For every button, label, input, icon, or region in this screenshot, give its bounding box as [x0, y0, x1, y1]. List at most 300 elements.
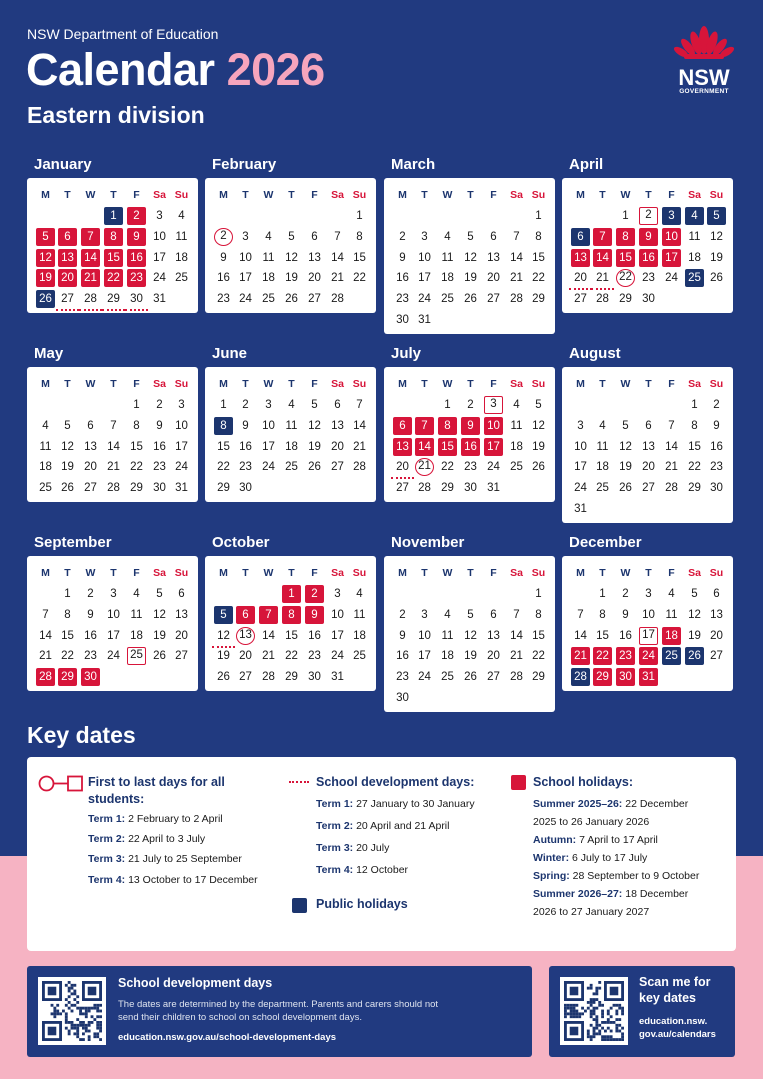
- calendar-day: 20: [58, 269, 77, 287]
- weekday-header: Su: [531, 378, 546, 390]
- calendar-day: 18: [596, 461, 609, 474]
- calendar-day: 13: [236, 627, 255, 645]
- holiday-line: [533, 831, 658, 849]
- holiday-label: Summer 2026–27:: [533, 888, 623, 900]
- calendar-day: 28: [665, 482, 678, 495]
- calendar-day: 1: [64, 588, 71, 600]
- calendar-day: 4: [133, 588, 140, 600]
- calendar-day: 3: [421, 608, 428, 621]
- calendar-day: 9: [156, 419, 163, 432]
- calendar-day: 9: [713, 419, 720, 432]
- weekday-header: Su: [174, 378, 189, 390]
- weekday-header: M: [576, 189, 585, 201]
- calendar-day: 25: [285, 461, 298, 474]
- calendar-day: 27: [710, 650, 723, 663]
- calendar-day: 19: [464, 272, 477, 285]
- calendar-day: 9: [87, 608, 94, 621]
- calendar-day: 4: [599, 419, 606, 432]
- calendar-day: 24: [574, 482, 587, 495]
- weekday-header: T: [288, 189, 295, 201]
- calendar-day: 8: [214, 417, 233, 435]
- calendar-day: 9: [622, 608, 629, 621]
- calendar-day: 16: [461, 438, 480, 456]
- calendar-day: 24: [262, 461, 275, 474]
- calendar-day: 11: [285, 419, 298, 432]
- calendar-day: 24: [239, 293, 252, 306]
- calendar-day: 26: [710, 272, 723, 285]
- calendar-day: 8: [133, 419, 140, 432]
- calendar-day: 20: [175, 629, 188, 642]
- calendar-day: 10: [574, 440, 587, 453]
- calendar-day: 31: [175, 482, 188, 495]
- calendar-day: 23: [396, 671, 409, 684]
- sdd-dotted-icon: [289, 781, 309, 783]
- calendar-day: 18: [175, 251, 188, 264]
- calendar-day: 13: [487, 629, 500, 642]
- calendar-day: 12: [619, 440, 632, 453]
- calendar-day: 5: [467, 608, 474, 621]
- calendar-day: 15: [532, 251, 545, 264]
- calendar-day: 8: [64, 608, 71, 621]
- calendar-day: 18: [262, 272, 275, 285]
- calendar-day: 10: [418, 251, 431, 264]
- calendar-day: 28: [36, 668, 55, 686]
- calendar-day: 4: [42, 419, 49, 432]
- calendar-day: 30: [239, 482, 252, 495]
- calendar-day: 15: [104, 249, 123, 267]
- first-last-day-icon: [38, 775, 84, 792]
- calendar-day: 21: [107, 461, 120, 474]
- calendar-day: 27: [84, 482, 97, 495]
- calendar-day: 28: [510, 671, 523, 684]
- calendar-day: 26: [36, 290, 55, 308]
- term-dates: 2 February to 2 April: [128, 813, 223, 825]
- calendar-day: 5: [214, 606, 233, 624]
- calendar-day: 6: [334, 399, 341, 411]
- calendar-day: 10: [418, 629, 431, 642]
- weekday-header: Sa: [153, 189, 166, 201]
- calendar-day: 8: [599, 608, 606, 621]
- calendar-day: 7: [513, 230, 520, 243]
- calendar-day: 29: [532, 671, 545, 684]
- term-dates: 13 October to 17 December: [128, 874, 258, 886]
- calendar-day: 22: [353, 272, 366, 285]
- key-dates-title: Key dates: [27, 722, 136, 748]
- calendar-day: 22: [130, 461, 143, 474]
- calendar-day: 29: [441, 482, 454, 495]
- division-title: Eastern division: [27, 102, 205, 128]
- weekday-header: F: [133, 567, 140, 579]
- calendar-day: 28: [418, 482, 431, 495]
- calendar-day: 28: [353, 461, 366, 474]
- month-name-june: June: [212, 345, 248, 362]
- calendar-day: 16: [308, 629, 321, 642]
- weekday-header: M: [219, 378, 228, 390]
- calendar-day: 8: [282, 606, 301, 624]
- term-dates: 20 April and 21 April: [356, 820, 450, 832]
- calendar-day: 24: [107, 650, 120, 663]
- term-label: Term 3:: [88, 853, 126, 865]
- holiday-dates: 2025 to 26 January 2026: [533, 816, 650, 828]
- calendar-day: 10: [662, 228, 681, 246]
- calendar-day: 4: [288, 399, 295, 411]
- calendar-day: 20: [239, 650, 252, 663]
- weekday-header: Su: [174, 189, 189, 201]
- calendar-day: 10: [642, 608, 655, 621]
- calendar-day: 16: [710, 440, 723, 453]
- calendar-day: 29: [285, 671, 298, 684]
- calendar-day: 25: [441, 671, 454, 684]
- calendar-day: 7: [42, 608, 49, 621]
- title-word: Calendar: [26, 44, 215, 95]
- weekday-header: Sa: [688, 378, 701, 390]
- calendar-day: 14: [574, 629, 587, 642]
- calendar-day: 3: [645, 588, 652, 600]
- calendar-day: 18: [510, 440, 523, 453]
- calendar-day: 6: [645, 419, 652, 432]
- weekday-header: T: [599, 378, 606, 390]
- calendar-day: 11: [596, 440, 609, 453]
- calendar-day: 17: [418, 650, 431, 663]
- calendar-day: 24: [418, 293, 431, 306]
- calendar-day: 11: [39, 440, 52, 453]
- month-calendar-november: [384, 556, 555, 712]
- calendar-day: 11: [130, 608, 143, 621]
- calendar-day: 21: [262, 650, 275, 663]
- calendar-day: 19: [217, 650, 230, 663]
- calendar-day: 6: [490, 230, 497, 243]
- department-name: NSW Department of Education: [27, 26, 219, 42]
- weekday-header: Sa: [331, 189, 344, 201]
- calendar-day: 5: [691, 588, 698, 600]
- calendar-day: 12: [688, 608, 701, 621]
- calendar-day: 12: [214, 627, 233, 645]
- weekday-header: T: [242, 567, 249, 579]
- calendar-day: 14: [39, 629, 52, 642]
- calendar-day: 18: [285, 440, 298, 453]
- calendar-day: 17: [331, 629, 344, 642]
- calendar-day: 12: [710, 230, 723, 243]
- calendar-day: 12: [153, 608, 166, 621]
- calendar-day: 31: [153, 293, 166, 306]
- weekday-header: Sa: [510, 378, 523, 390]
- weekday-header: T: [421, 567, 428, 579]
- weekday-header: Su: [709, 378, 724, 390]
- weekday-header: F: [490, 378, 497, 390]
- first-last-term-2: [88, 830, 205, 848]
- calendar-day: 7: [81, 228, 100, 246]
- calendar-day: 26: [464, 671, 477, 684]
- calendar-day: 4: [356, 588, 363, 600]
- weekday-header: F: [668, 567, 675, 579]
- term-label: Term 2:: [316, 820, 354, 832]
- calendar-day: 10: [107, 608, 120, 621]
- calendar-day: 10: [484, 417, 503, 435]
- calendar-day: 9: [242, 419, 249, 432]
- month-name-march: March: [391, 156, 436, 173]
- calendar-day: 23: [710, 461, 723, 474]
- calendar-day: 29: [58, 668, 77, 686]
- holiday-label: Summer 2025–26:: [533, 798, 623, 810]
- holiday-line: [533, 903, 649, 921]
- weekday-header: Sa: [510, 189, 523, 201]
- calendar-day: 15: [596, 629, 609, 642]
- calendar-day: 12: [285, 251, 298, 264]
- calendar-day: 23: [642, 272, 655, 285]
- calendar-day: 13: [58, 249, 77, 267]
- calendar-day: 22: [217, 461, 230, 474]
- calendar-day: 11: [510, 419, 523, 432]
- footer-scan-link-1[interactable]: education.nsw.: [639, 1016, 708, 1027]
- term-label: Term 1:: [88, 813, 126, 825]
- calendar-day: 6: [571, 228, 590, 246]
- first-last-heading: First to last days for all students:: [88, 775, 225, 806]
- calendar-day: 10: [239, 251, 252, 264]
- calendar-day: 27: [58, 290, 77, 308]
- calendar-day: 8: [691, 419, 698, 432]
- calendar-day: 21: [331, 272, 344, 285]
- calendar-day: 15: [217, 440, 230, 453]
- calendar-day: 21: [593, 269, 612, 287]
- calendar-day: 18: [130, 629, 143, 642]
- calendar-day: 24: [665, 272, 678, 285]
- calendar-day: 21: [510, 272, 523, 285]
- calendar-day: 11: [262, 251, 275, 264]
- calendar-day: 20: [308, 272, 321, 285]
- calendar-day: 9: [220, 251, 227, 264]
- calendar-day: 31: [331, 671, 344, 684]
- nsw-government-logo: [668, 24, 740, 100]
- weekday-header: W: [442, 567, 453, 579]
- calendar-day: 16: [217, 272, 230, 285]
- weekday-header: W: [442, 189, 453, 201]
- calendar-day: 9: [399, 629, 406, 642]
- calendar-day: 3: [334, 588, 341, 600]
- month-calendar-january: [27, 178, 198, 313]
- holiday-dates: 18 December: [625, 888, 689, 900]
- calendar-day: 21: [510, 650, 523, 663]
- month-calendar-may: [27, 367, 198, 502]
- calendar-day: 16: [396, 650, 409, 663]
- calendar-day: 25: [596, 482, 609, 495]
- calendar-day: 1: [282, 585, 301, 603]
- calendar-day: 17: [262, 440, 275, 453]
- weekday-header: W: [85, 378, 96, 390]
- waratah-icon: [672, 24, 736, 60]
- calendar-day: 7: [577, 608, 584, 621]
- calendar-day: 17: [239, 272, 252, 285]
- calendar-day: 3: [421, 230, 428, 243]
- holiday-dates: 22 December: [625, 798, 689, 810]
- calendar-day: 10: [331, 608, 344, 621]
- calendar-day: 19: [153, 629, 166, 642]
- weekday-header: W: [263, 567, 274, 579]
- calendar-day: 21: [353, 440, 366, 453]
- weekday-header: T: [645, 567, 652, 579]
- calendar-day: 17: [574, 461, 587, 474]
- calendar-day: 13: [308, 251, 321, 264]
- calendar-day: 11: [688, 230, 701, 243]
- calendar-day: 6: [58, 228, 77, 246]
- calendar-day: 20: [642, 461, 655, 474]
- calendar-day: 2: [399, 230, 406, 243]
- calendar-day: 21: [81, 269, 100, 287]
- weekday-header: Su: [531, 189, 546, 201]
- calendar-day: 19: [36, 269, 55, 287]
- weekday-header: M: [398, 378, 407, 390]
- weekday-header: M: [219, 189, 228, 201]
- calendar-day: 26: [153, 650, 166, 663]
- calendar-day: 31: [639, 668, 658, 686]
- weekday-header: W: [263, 378, 274, 390]
- calendar-day: 17: [639, 627, 658, 645]
- calendar-day: 23: [396, 293, 409, 306]
- calendar-day: 27: [175, 650, 188, 663]
- calendar-day: 27: [642, 482, 655, 495]
- calendar-day: 26: [285, 293, 298, 306]
- calendar-day: 30: [710, 482, 723, 495]
- sdd-term-2: [316, 817, 449, 835]
- calendar-day: 22: [104, 269, 123, 287]
- weekday-header: F: [311, 567, 318, 579]
- calendar-day: 14: [262, 629, 275, 642]
- month-name-april: April: [569, 156, 604, 173]
- weekday-header: W: [85, 189, 96, 201]
- calendar-day: 25: [662, 647, 681, 665]
- calendar-day: 14: [415, 438, 434, 456]
- calendar-day: 19: [61, 461, 74, 474]
- calendar-day: 2: [399, 608, 406, 621]
- calendar-day: 6: [87, 419, 94, 432]
- calendar-day: 5: [535, 399, 542, 411]
- footer-sdd-heading: School development days: [118, 976, 273, 990]
- calendar-day: 21: [39, 650, 52, 663]
- calendar-day: 20: [571, 269, 590, 287]
- calendar-day: 26: [464, 293, 477, 306]
- calendar-day: 8: [356, 230, 363, 243]
- calendar-day: 17: [153, 251, 166, 264]
- calendar-day: 10: [153, 230, 166, 243]
- calendar-day: 21: [665, 461, 678, 474]
- calendar-day: 25: [510, 461, 523, 474]
- calendar-day: 7: [668, 419, 675, 432]
- calendar-day: 13: [175, 608, 188, 621]
- footer-sdd-link[interactable]: education.nsw.gov.au/school-development-days: [118, 1032, 337, 1043]
- calendar-day: 10: [262, 419, 275, 432]
- calendar-day: 8: [535, 608, 542, 621]
- month-calendar-april: [562, 178, 733, 313]
- calendar-day: 24: [331, 650, 344, 663]
- calendar-day: 8: [104, 228, 123, 246]
- calendar-day: 23: [239, 461, 252, 474]
- calendar-day: 13: [710, 608, 723, 621]
- first-last-term-4: [88, 871, 258, 889]
- weekday-header: T: [467, 567, 474, 579]
- month-calendar-december: [562, 556, 733, 691]
- holiday-label: Spring:: [533, 870, 570, 882]
- term-dates: 22 April to 3 July: [128, 833, 206, 845]
- calendar-day: 1: [104, 207, 123, 225]
- calendar-day: 6: [311, 230, 318, 243]
- calendar-day: 13: [571, 249, 590, 267]
- calendar-day: 22: [441, 461, 454, 474]
- calendar-day: 3: [265, 399, 272, 411]
- calendar-day: 16: [396, 272, 409, 285]
- calendar-day: 11: [665, 608, 678, 621]
- weekday-header: Su: [352, 189, 367, 201]
- calendar-day: 23: [616, 647, 635, 665]
- calendar-day: 6: [713, 588, 720, 600]
- term-dates: 21 July to 25 September: [128, 853, 242, 865]
- month-name-september: September: [34, 534, 112, 551]
- month-calendar-october: [205, 556, 376, 691]
- weekday-header: Sa: [153, 567, 166, 579]
- calendar-day: 15: [285, 629, 298, 642]
- weekday-header: M: [576, 378, 585, 390]
- footer-scan-heading-2: key dates: [639, 991, 696, 1005]
- calendar-day: 6: [236, 606, 255, 624]
- calendar-day: 20: [710, 629, 723, 642]
- calendar-day: 27: [308, 293, 321, 306]
- weekday-header: M: [41, 567, 50, 579]
- calendar-day: 24: [153, 272, 166, 285]
- calendar-day: 28: [596, 293, 609, 306]
- calendar-day: 25: [441, 293, 454, 306]
- calendar-day: 30: [308, 671, 321, 684]
- weekday-header: T: [64, 189, 71, 201]
- calendar-day: 22: [532, 272, 545, 285]
- weekday-header: Sa: [331, 378, 344, 390]
- calendar-day: 23: [84, 650, 97, 663]
- month-name-july: July: [391, 345, 422, 362]
- calendar-day: 15: [616, 249, 635, 267]
- calendar-day: 25: [175, 272, 188, 285]
- calendar-day: 18: [688, 251, 701, 264]
- logo-subtext: GOVERNMENT: [679, 88, 729, 95]
- footer-scan-link-2[interactable]: gov.au/calendars: [639, 1029, 716, 1040]
- weekday-header: Sa: [331, 567, 344, 579]
- calendar-day: 7: [334, 230, 341, 243]
- calendar-day: 3: [577, 419, 584, 432]
- weekday-header: T: [64, 378, 71, 390]
- calendar-day: 19: [532, 440, 545, 453]
- calendar-day: 26: [217, 671, 230, 684]
- calendar-day: 14: [510, 251, 523, 264]
- holiday-line: [533, 813, 649, 831]
- calendar-day: 28: [81, 290, 100, 308]
- calendar-day: 16: [127, 249, 146, 267]
- weekday-header: Sa: [510, 567, 523, 579]
- calendar-day: 30: [81, 668, 100, 686]
- calendar-day: 27: [331, 461, 344, 474]
- weekday-header: T: [110, 378, 117, 390]
- month-name-november: November: [391, 534, 465, 551]
- sdd-heading: School development days:: [316, 775, 475, 789]
- calendar-day: 2: [87, 588, 94, 600]
- footer-sdd-card: [27, 966, 532, 1057]
- calendar-day: 2: [127, 207, 146, 225]
- qr-code-calendars: [560, 977, 628, 1045]
- weekday-header: T: [288, 378, 295, 390]
- calendar-day: 1: [535, 210, 542, 222]
- calendar-day: 28: [510, 293, 523, 306]
- calendar-day: 27: [487, 671, 500, 684]
- calendar-day: 15: [130, 440, 143, 453]
- calendar-day: 5: [707, 207, 726, 225]
- weekday-header: T: [467, 189, 474, 201]
- weekday-header: W: [620, 189, 631, 201]
- calendar-day: 14: [510, 629, 523, 642]
